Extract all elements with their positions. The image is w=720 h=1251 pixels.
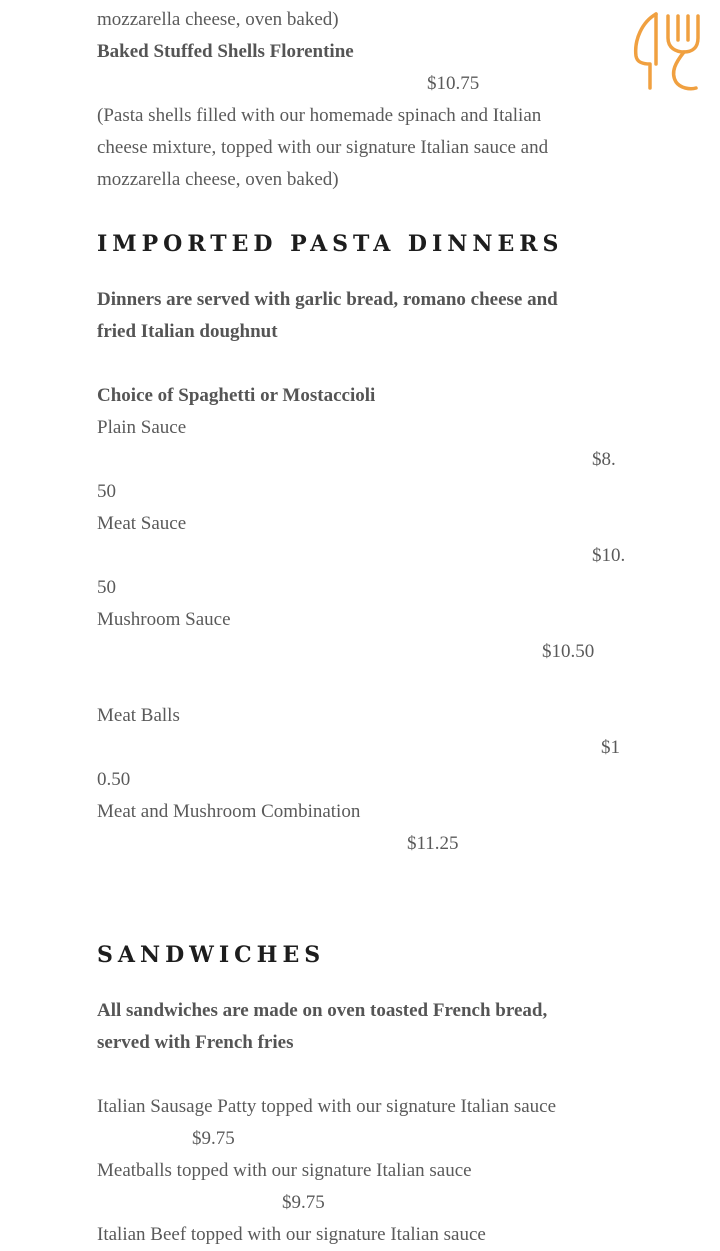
item-name: Baked Stuffed Shells Florentine: [97, 41, 354, 62]
item-price: 0.50: [97, 769, 131, 790]
fork-knife-icon: [632, 10, 704, 94]
item-name: Italian Beef topped with our signature Italian sauce: [97, 1224, 486, 1245]
item-name: Meat and Mushroom Combination: [97, 801, 361, 822]
item-name: Meatballs topped with our signature Italian sauce: [97, 1160, 472, 1181]
item-price: $10.50: [542, 641, 595, 662]
item-price: 50: [97, 577, 116, 598]
item-desc: (Pasta shells filled with our homemade spinach and Italian: [97, 105, 542, 126]
item-name: Meat Sauce: [97, 513, 187, 534]
item-price: $10.: [592, 545, 626, 566]
item-name: Meat Balls: [97, 705, 180, 726]
menu-content: [97, 4, 627, 1251]
item-price: $11.25: [407, 833, 459, 854]
prev-item-desc-end: mozzarella cheese, oven baked): [97, 9, 339, 30]
item-desc: mozzarella cheese, oven baked): [97, 169, 339, 190]
item-price: $8.: [592, 449, 616, 470]
item-price: $9.75: [192, 1128, 235, 1149]
section-intro: fried Italian doughnut: [97, 321, 278, 342]
item-price: $1: [601, 737, 620, 758]
item-name: Italian Sausage Patty topped with our signature Italian sauce: [97, 1096, 557, 1117]
item-price: $9.75: [282, 1192, 325, 1213]
section-heading-pasta: IMPORTED PASTA DINNERS: [97, 231, 564, 257]
section-intro: Dinners are served with garlic bread, romano cheese and: [97, 289, 558, 310]
section-intro: All sandwiches are made on oven toasted French bread,: [97, 1000, 548, 1021]
item-name: Mushroom Sauce: [97, 609, 231, 630]
item-price: 50: [97, 481, 116, 502]
choice-line: Choice of Spaghetti or Mostaccioli: [97, 385, 376, 406]
section-intro: served with French fries: [97, 1032, 294, 1053]
item-desc: cheese mixture, topped with our signature Italian sauce and: [97, 137, 549, 158]
section-heading-sandwiches: SANDWICHES: [97, 942, 326, 968]
item-name: Plain Sauce: [97, 417, 187, 438]
item-price: $10.75: [427, 73, 480, 94]
